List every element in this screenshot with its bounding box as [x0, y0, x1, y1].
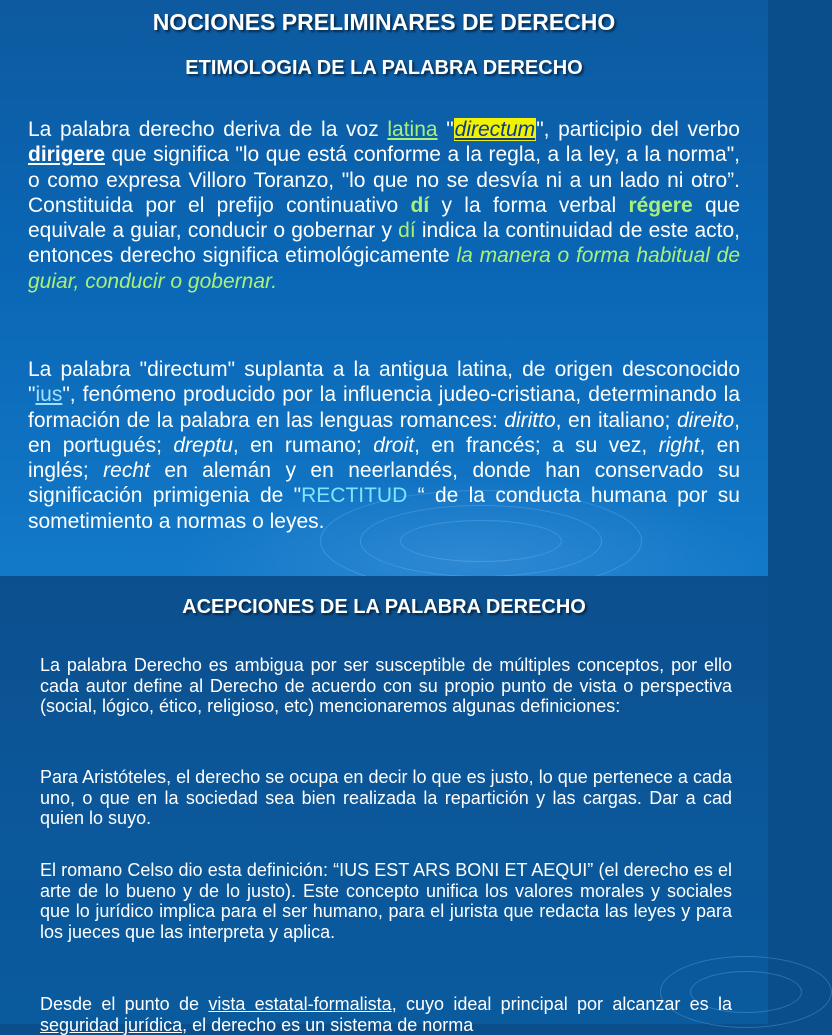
definition-highlight: la manera o forma habitual de guiar, conducir o gobernar.: [28, 244, 741, 293]
term-di-2: dí: [398, 219, 416, 243]
slide-title: NOCIONES PRELIMINARES DE DERECHO: [152, 9, 616, 35]
aristoteles-paragraph: Para Aristóteles, el derecho se ocupa en decir lo que es justo, lo que pertenece a cada uno, o que en la sociedad sea bien realizada la repartición y las cargas. Dar a cad quien lo suyo.: [40, 767, 732, 829]
link-latina[interactable]: latina: [387, 118, 438, 141]
estatal-paragraph: Desde el punto de vista estatal-formalista, cuyo ideal principal por alcanzar es la seguridad jurídica, el derecho es un sistema de norma: [40, 994, 732, 1035]
slide-subtitle: ETIMOLOGIA DE LA PALABRA DERECHO: [185, 57, 583, 79]
term-dirigere: dirigere: [28, 143, 106, 167]
slide-acepciones: [0, 576, 768, 1035]
origin-paragraph: La palabra "directum" suplanta a la antigua latina, de origen desconocido "ius", fenómeno producido por la influencia judeo-cristiana, determinando la formación de la palabra en las lenguas romances: diritto, en italiano; direito, en portugués; dreptu, en rumano; droit, en francés; a su vez, right, en inglés; recht en alemán y en neerlandés, donde han conservado su significación primigenia de "RECTITUD “ de la conducta humana por su sometimiento a normas o leyes.: [28, 358, 741, 533]
slide-title: ACEPCIONES DE LA PALABRA DERECHO: [182, 596, 586, 618]
term-di: dí: [410, 193, 430, 217]
definition-paragraph: La palabra Derecho es ambigua por ser susceptible de múltiples conceptos, por ello cada autor define al Derecho de acuerdo con su propio punto de vista o perspectiva (social, lógico, ético, religioso, etc) mencionaremos algunas definiciones:: [40, 655, 732, 717]
etymology-paragraph: La palabra derecho deriva de la voz latina "directum", participio del verbo dirigere que significa "lo que está conforme a la regla, a la ley, a la norma", o como expresa Villoro Toranzo, "lo que no se desvía ni a un lado ni otro”. Constituida por el prefijo continuativo dí y la forma verbal régere que equivale a guiar, conducir o gobernar y dí indica la continuidad de este acto, entonces derecho significa etimológicamente la manera o forma habitual de guiar, conducir o gobernar.: [28, 118, 741, 293]
link-ius[interactable]: ius: [35, 383, 63, 407]
term-rectitud: RECTITUD: [301, 484, 408, 508]
term-regere: régere: [628, 193, 693, 217]
term-vista-estatal: vista estatal-formalista: [208, 994, 392, 1014]
term-seguridad-juridica: seguridad jurídica: [40, 1014, 183, 1035]
highlight-directum: directum: [454, 118, 536, 141]
celso-paragraph: El romano Celso dio esta definición: “IUS EST ARS BONI ET AEQUI” (el derecho es el arte de lo bueno y de lo justo). Este concepto unifica los valores morales y sociales que lo jurídico implica para el ser humano, para el jurista que redacta las leyes y para los jueces que las interpreta y aplica.: [40, 860, 732, 942]
